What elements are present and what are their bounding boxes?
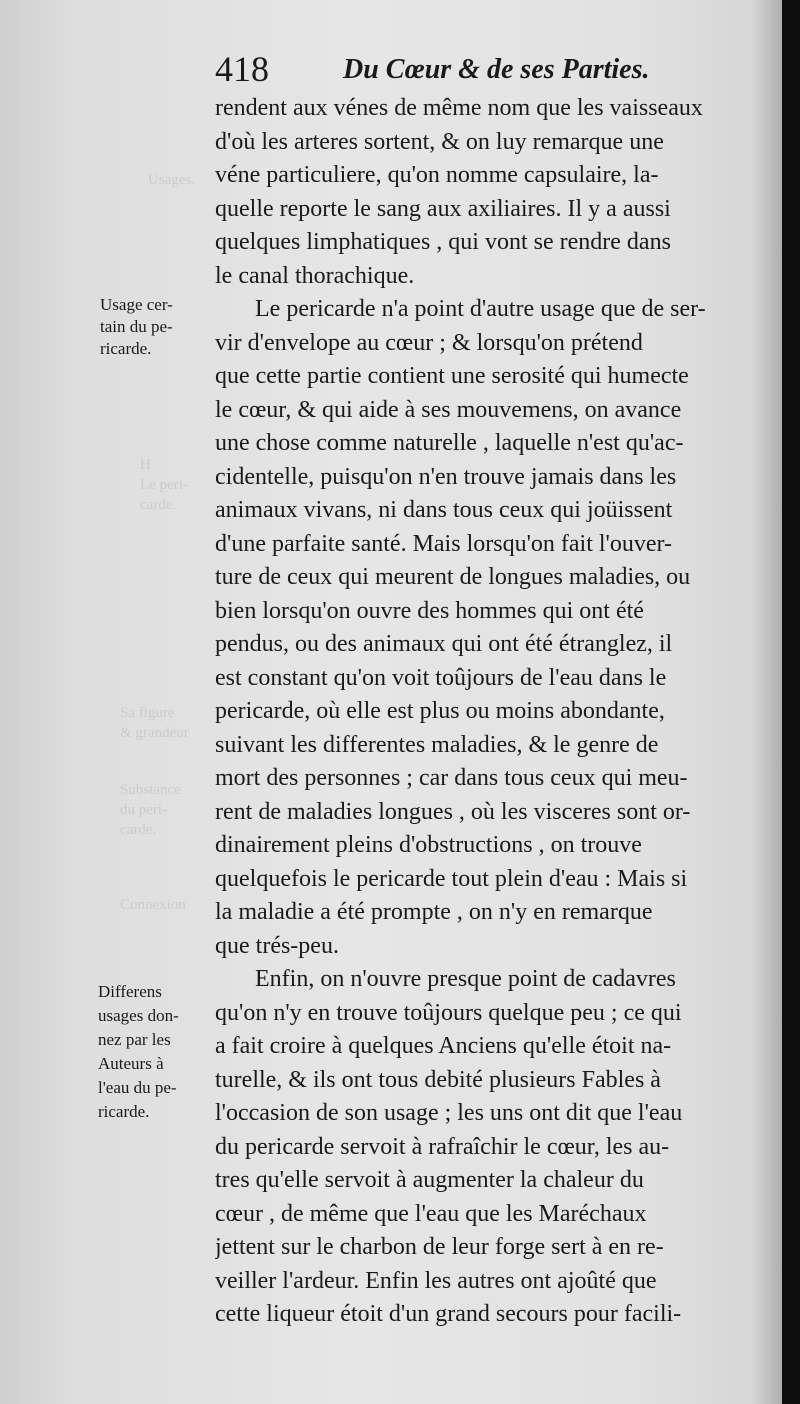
text-line: vir d'envelope au cœur ; & lorsqu'on prétend <box>215 329 643 356</box>
text-line: que trés-peu. <box>215 932 339 959</box>
text-line: rendent aux vénes de même nom que les vaisseaux <box>215 95 703 121</box>
margin-note-line: Auteurs à <box>98 1054 164 1073</box>
text-line: veiller l'ardeur. Enfin les autres ont ajoûté que <box>215 1267 657 1294</box>
text-line: la maladie a été prompte , on n'y en remarque <box>215 899 653 925</box>
margin-note-line: Differens <box>98 982 162 1001</box>
bleed-through-line: carde. <box>120 822 157 838</box>
text-line: rent de maladies longues , où les visceres sont or- <box>215 798 691 825</box>
running-title: Du Cœur & de ses Parties. <box>343 54 650 85</box>
body-text <box>215 92 775 1332</box>
text-line: turelle, & ils ont tous debité plusieurs Fables à <box>215 1066 661 1093</box>
bleed-through-line: Substance <box>120 782 181 798</box>
bleed-through-note <box>120 895 186 915</box>
text-line: mort des personnes ; car dans tous ceux qui meu- <box>215 765 688 791</box>
text-line: animaux vivans, ni dans tous ceux qui joüissent <box>215 497 673 523</box>
bleed-through-line: Le peri- <box>140 477 188 493</box>
text-line: qu'on n'y en trouve toûjours quelque peu ; ce qui <box>215 999 682 1026</box>
text-line: d'une parfaite santé. Mais lorsqu'on fait l'ouver- <box>215 530 673 557</box>
text-line: suivant les differentes maladies, & le genre de <box>215 731 659 758</box>
margin-note-line: usages don- <box>98 1006 179 1025</box>
text-line: du pericarde servoit à rafraîchir le cœur, les au- <box>215 1133 670 1160</box>
text-line: quelquefois le pericarde tout plein d'eau : Mais si <box>215 865 688 892</box>
margin-note-line: nez par les <box>98 1030 171 1049</box>
page-header <box>215 48 722 92</box>
bleed-through-line: Sa figure <box>120 705 175 721</box>
bleed-through-note <box>120 780 181 840</box>
text-line: l'occasion de son usage ; les uns ont dit que l'eau <box>215 1100 683 1126</box>
text-line: ture de ceux qui meurent de longues maladies, ou <box>215 564 691 590</box>
bleed-through-line: du peri- <box>120 802 168 818</box>
text-line: quelle reporte le sang aux axiliaires. Il y a aussi <box>215 195 671 222</box>
text-line: cœur , de même que l'eau que les Maréchaux <box>215 1200 647 1227</box>
text-line: bien lorsqu'on ouvre des hommes qui ont été <box>215 597 644 624</box>
text-line: le canal thorachique. <box>215 262 415 289</box>
text-line: d'où les arteres sortent, & on luy remarque une <box>215 128 664 155</box>
text-line: cette liqueur étoit d'un grand secours pour facili- <box>215 1301 682 1327</box>
margin-note-line: l'eau du pe- <box>98 1078 177 1097</box>
text-line: cidentelle, puisqu'on n'en trouve jamais dans les <box>215 463 677 490</box>
margin-note <box>100 294 173 360</box>
bleed-through-note <box>148 170 195 190</box>
text-line: Le pericarde n'a point d'autre usage que de ser- <box>255 296 706 322</box>
page-number: 418 <box>215 49 269 89</box>
text-line: que cette partie contient une serosité qui humecte <box>215 363 689 389</box>
bleed-through-line: carde. <box>140 497 177 513</box>
text-line: dinairement pleins d'obstructions , on trouve <box>215 832 642 858</box>
text-line: pericarde, où elle est plus ou moins abondante, <box>215 698 665 724</box>
text-line: véne particuliere, qu'on nomme capsulaire, la- <box>215 162 659 188</box>
text-line: le cœur, & qui aide à ses mouvemens, on avance <box>215 396 682 423</box>
bleed-through-line: & grandeur <box>120 725 189 741</box>
text-line: jettent sur le charbon de leur forge sert à en re- <box>215 1234 664 1260</box>
margin-note-line: ricarde. <box>100 339 152 358</box>
text-line: tres qu'elle servoit à augmenter la chaleur du <box>215 1167 644 1193</box>
text-line: quelques limphatiques , qui vont se rendre dans <box>215 229 671 255</box>
text-line: pendus, ou des animaux qui ont été étranglez, il <box>215 631 673 657</box>
bleed-through-line: Connexion <box>120 897 186 913</box>
bleed-through-line: H <box>140 457 151 473</box>
text-line: une chose comme naturelle , laquelle n'est qu'ac- <box>215 430 684 456</box>
bleed-through-line: Usages. <box>148 172 196 188</box>
bleed-through-note <box>140 455 188 515</box>
margin-note-line: tain du pe- <box>100 317 173 336</box>
bleed-through-note <box>120 703 189 743</box>
text-line: est constant qu'on voit toûjours de l'eau dans le <box>215 664 667 691</box>
text-line: Enfin, on n'ouvre presque point de cadavres <box>255 966 676 992</box>
margin-note-line: Usage cer- <box>100 295 173 314</box>
margin-note <box>98 980 179 1124</box>
text-line: a fait croire à quelques Anciens qu'elle étoit na- <box>215 1033 672 1059</box>
margin-note-line: ricarde. <box>98 1102 150 1121</box>
